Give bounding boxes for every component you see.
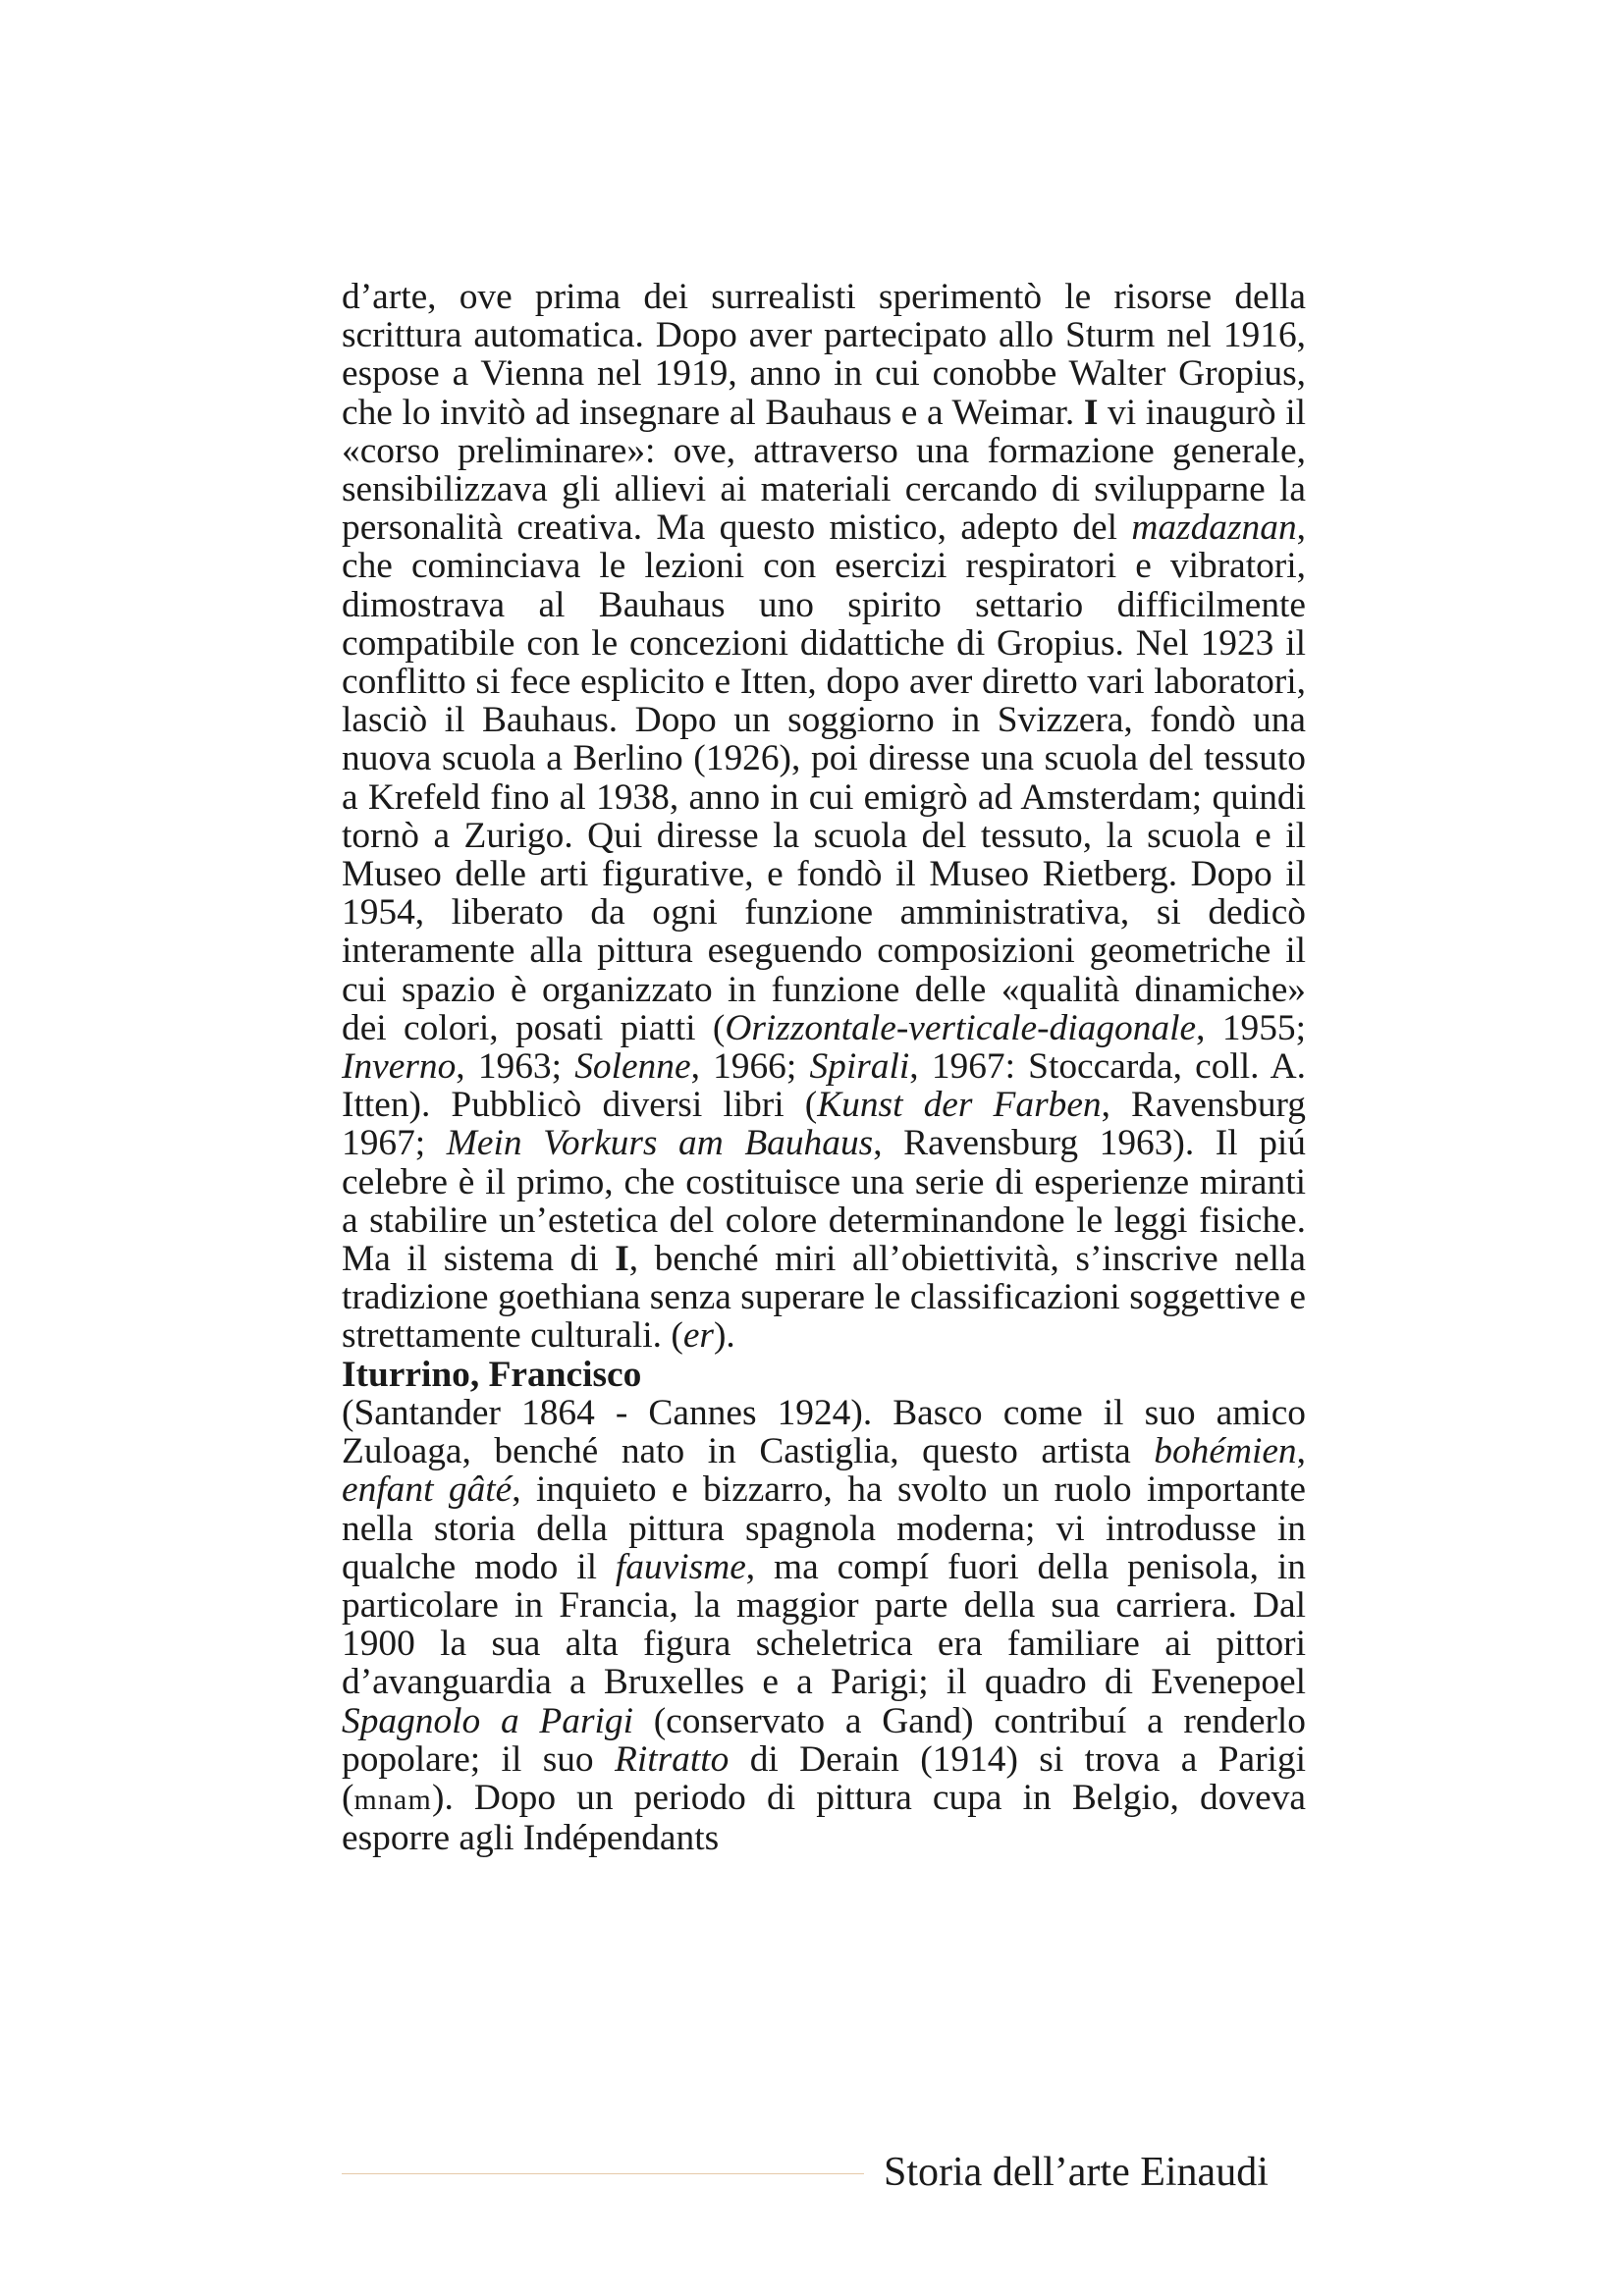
paragraph-iturrino xyxy=(342,1394,1306,1857)
text-run: , Ravensburg 1963). Il piú celebre è il primo, che costituisce una serie di esperienze miranti a stabilire un’estetica del colore determinandone le leggi fisiche. Ma il sistema di xyxy=(342,1123,1306,1280)
entry-heading: Iturrino, Francisco xyxy=(342,1354,642,1395)
artwork-title: Solenne xyxy=(574,1046,691,1088)
text-run: , benché miri all’obiettività, s’inscrive nella tradizione goethiana senza superare le classificazioni soggettive e strettamente culturali. ( xyxy=(342,1239,1306,1357)
text-run: , 1967: Stoccarda, coll. A. Itten). Pubblicò diversi libri ( xyxy=(342,1046,1307,1126)
text-run: di Derain (1914) si trova a Parigi ( xyxy=(342,1738,1307,1818)
museum-abbreviation: mnam xyxy=(353,1783,432,1816)
text-run: , 1955; xyxy=(1196,1007,1306,1048)
footer-rule xyxy=(342,2173,864,2174)
text-run: ). xyxy=(713,1315,735,1357)
book-title: Mein Vorkurs am Bauhaus xyxy=(446,1123,874,1164)
artwork-title: Orizzontale-verticale-diagonale xyxy=(725,1007,1197,1048)
artwork-title: Ritratto xyxy=(615,1738,730,1780)
text-run: , ma compí fuori della penisola, in particolare in Francia, la maggior parte della sua carriera. Dal 1900 la sua alta figura scheletrica era familiare ai pittori d’avanguardia a Bruxelles e a Parigi; il quadro di Evenepoel xyxy=(342,1546,1306,1703)
text-run: , 1963; xyxy=(456,1046,575,1088)
bold-initial: I xyxy=(615,1239,629,1280)
italic-term: bohémien xyxy=(1154,1431,1297,1472)
italic-term: fauvisme xyxy=(615,1546,746,1587)
book-title: Kunst der Farben xyxy=(817,1085,1102,1126)
text-run: , Ravensburg 1967; xyxy=(342,1085,1306,1164)
italic-term: mazdaznan xyxy=(1131,507,1297,549)
text-run: d’arte, ove prima dei surrealisti sperimentò le risorse della scrittura automatica. Dopo aver partecipato allo Sturm nel 1916, espose a Vienna nel 1919, anno in cui conobbe Walter Gropius, che lo invitò ad insegnare al Bauhaus e a Weimar. xyxy=(342,277,1306,433)
text-run: , 1966; xyxy=(690,1046,810,1088)
paragraph-itten-continued xyxy=(342,278,1306,1356)
italic-term: enfant gâté xyxy=(342,1469,513,1511)
artwork-title: Spirali xyxy=(809,1046,910,1088)
text-run: , inquieto e bizzarro, ha svolto un ruolo importante nella storia della pittura spagnola moderna; vi introdusse in qualche modo il xyxy=(342,1469,1306,1587)
text-run: (conservato a Gand) contribuí a renderlo popolare; il suo xyxy=(342,1700,1306,1780)
artwork-title: Inverno xyxy=(342,1046,457,1088)
text-run: , xyxy=(1296,1431,1306,1472)
text-run: , che cominciava le lezioni con esercizi respiratori e vibratori, dimostrava al Bauhaus uno spirito settario difficilmente compatibile con le concezioni didattiche di Gropius. Nel 1923 il conflitto si fece esplicito e Itten, dopo aver diretto vari laboratori, lasciò il Bauhaus. Dopo un soggiorno in Svizzera, fondò una nuova scuola a Berlino (1926), poi diresse una scuola del tessuto a Krefeld fino al 1938, anno in cui emigrò ad Amsterdam; quindi tornò a Zurigo. Qui diresse la scuola del tessuto, la scuola e il Museo delle arti figurative, e fondò il Museo Rietberg. Dopo il 1954, liberato da ogni funzione amministrativa, si dedicò interamente alla pittura eseguendo composizioni geometriche il cui spazio è organizzato in funzione delle «qualità dinamiche» dei colori, posati piatti ( xyxy=(342,507,1306,1048)
bold-initial: I xyxy=(1083,392,1099,433)
text-column xyxy=(342,278,1306,1857)
text-run: (Santander 1864 - Cannes 1924). Basco come il suo amico Zuloaga, benché nato in Castiglia, questo artista xyxy=(342,1392,1306,1472)
text-run: ). Dopo un periodo di pittura cupa in Belgio, doveva esporre agli Indépendants xyxy=(342,1777,1306,1859)
footer-title: Storia dell’arte Einaudi xyxy=(884,2150,1269,2195)
artwork-title: Spagnolo a Parigi xyxy=(342,1700,633,1741)
text-run: vi inaugurò il «corso preliminare»: ove, attraverso una formazione generale, sensibilizzava gli allievi ai materiali cercando di svilupparne la personalità creativa. Ma questo mistico, adepto del xyxy=(342,392,1306,549)
author-initials: er xyxy=(682,1315,714,1357)
